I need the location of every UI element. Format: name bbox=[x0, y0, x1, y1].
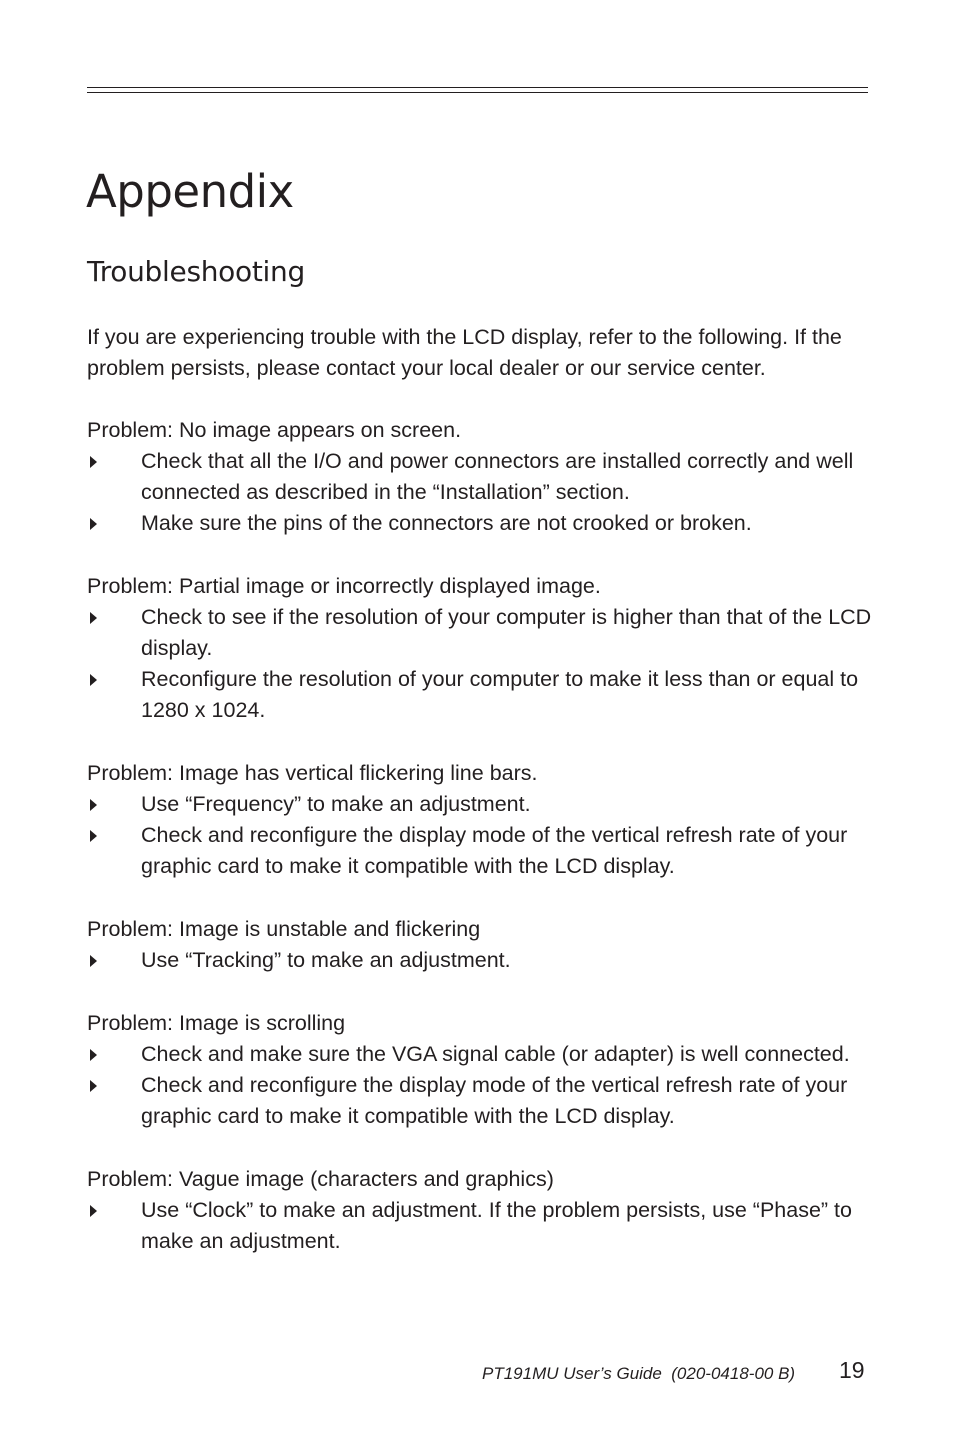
triangle-right-icon bbox=[90, 799, 97, 811]
triangle-right-icon bbox=[90, 612, 97, 624]
solution-text: Check and reconfigure the display mode of the vertical refresh rate of your graphic card to make it compatible with the LCD display. bbox=[141, 1073, 848, 1128]
solution-list bbox=[87, 602, 872, 726]
solution-item bbox=[87, 664, 872, 726]
problem-title: Problem: Partial image or incorrectly displayed image. bbox=[87, 574, 601, 598]
problem-block bbox=[87, 415, 872, 539]
solution-list bbox=[87, 1195, 872, 1257]
solution-text: Check and reconfigure the display mode of the vertical refresh rate of your graphic card to make it compatible with the LCD display. bbox=[141, 823, 848, 878]
solution-item bbox=[87, 945, 872, 976]
page-number: 19 bbox=[839, 1357, 865, 1383]
triangle-right-icon bbox=[90, 456, 97, 468]
triangle-right-icon bbox=[90, 955, 97, 967]
triangle-right-icon bbox=[90, 518, 97, 530]
page-title: Appendix bbox=[86, 165, 294, 218]
problem-title: Problem: Image is scrolling bbox=[87, 1011, 346, 1035]
header-rule-top bbox=[87, 87, 868, 88]
solution-item bbox=[87, 446, 872, 508]
problem-title: Problem: Vague image (characters and graphics) bbox=[87, 1167, 554, 1191]
solution-text: Check and make sure the VGA signal cable (or adapter) is well connected. bbox=[141, 1042, 850, 1066]
solution-list bbox=[87, 1039, 872, 1132]
intro-paragraph: If you are experiencing trouble with the LCD display, refer to the following. If the problem persists, please contact your local dealer or our service center. bbox=[87, 325, 842, 380]
solution-text: Reconfigure the resolution of your computer to make it less than or equal to 1280 x 1024. bbox=[141, 667, 859, 722]
problem-block bbox=[87, 914, 872, 976]
solution-text: Check to see if the resolution of your computer is higher than that of the LCD display. bbox=[141, 605, 872, 660]
problem-block bbox=[87, 1008, 872, 1132]
solution-text: Use “Frequency” to make an adjustment. bbox=[141, 792, 531, 816]
triangle-right-icon bbox=[90, 1080, 97, 1092]
footer-guide-title: PT191MU User’s Guide (020-0418-00 B) bbox=[482, 1364, 796, 1383]
solution-text: Check that all the I/O and power connectors are installed correctly and well connected as described in the “Installation” section. bbox=[141, 449, 854, 504]
troubleshooting-content bbox=[87, 322, 872, 1289]
problem-title: Problem: Image is unstable and flickering bbox=[87, 917, 481, 941]
solution-item bbox=[87, 1070, 872, 1132]
triangle-right-icon bbox=[90, 1205, 97, 1217]
solution-text: Use “Tracking” to make an adjustment. bbox=[141, 948, 511, 972]
solution-list bbox=[87, 789, 872, 882]
problem-title: Problem: Image has vertical flickering line bars. bbox=[87, 761, 538, 785]
solution-list bbox=[87, 446, 872, 539]
section-title: Troubleshooting bbox=[87, 255, 305, 288]
header-rule-bottom bbox=[87, 92, 868, 93]
solution-item bbox=[87, 602, 872, 664]
problem-block bbox=[87, 758, 872, 882]
solution-item bbox=[87, 1195, 872, 1257]
solution-item bbox=[87, 1039, 872, 1070]
solution-text: Use “Clock” to make an adjustment. If the problem persists, use “Phase” to make an adjustment. bbox=[141, 1198, 852, 1253]
triangle-right-icon bbox=[90, 674, 97, 686]
triangle-right-icon bbox=[90, 830, 97, 842]
problem-block bbox=[87, 1164, 872, 1257]
solution-list bbox=[87, 945, 872, 976]
problem-title: Problem: No image appears on screen. bbox=[87, 418, 462, 442]
solution-item bbox=[87, 789, 872, 820]
problem-block bbox=[87, 571, 872, 726]
solution-item bbox=[87, 508, 872, 539]
solution-item bbox=[87, 820, 872, 882]
solution-text: Make sure the pins of the connectors are not crooked or broken. bbox=[141, 511, 752, 535]
triangle-right-icon bbox=[90, 1049, 97, 1061]
